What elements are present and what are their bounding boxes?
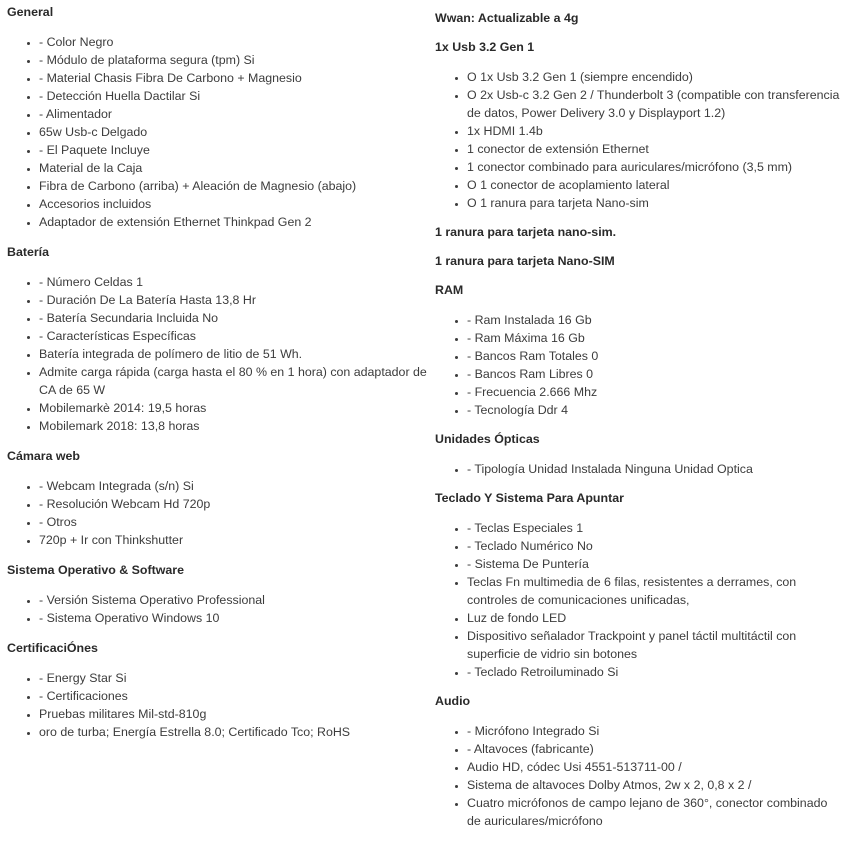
section-list-sistema-operativo-software (7, 591, 428, 627)
list-item: • Admite carga rápida (carga hasta el 80 % en 1 hora) con adaptador de CA de 65 W (39, 363, 428, 399)
list-item: • oro de turba; Energía Estrella 8.0; Certificado Tco; RoHS (39, 723, 428, 741)
section-heading-teclado-y-sistema-para-apuntar: Teclado Y Sistema Para Apuntar (435, 491, 624, 505)
list-item: • O 1 conector de acoplamiento lateral (467, 176, 843, 194)
list-item: • 1 conector de extensión Ethernet (467, 140, 843, 158)
list-item: • - Frecuencia 2.666 Mhz (467, 383, 843, 401)
list-item: • - Ram Máxima 16 Gb (467, 329, 843, 347)
list-item: • - Características Específicas (39, 327, 428, 345)
section-heading-camara-web: Cámara web (7, 449, 81, 463)
list-item: • Luz de fondo LED (467, 609, 843, 627)
list-item: • - Teclado Retroiluminado Si (467, 663, 843, 681)
section-list-unidades-opticas (435, 460, 843, 478)
section-list-1x-usb-3-2-gen-1 (435, 68, 843, 212)
list-item: • O 2x Usb-c 3.2 Gen 2 / Thunderbolt 3 (compatible con transferencia de datos, Power Delivery 3.0 y Displayport 1.2) (467, 86, 843, 122)
section-heading-1x-usb-3-2-gen-1: 1x Usb 3.2 Gen 1 (435, 40, 535, 54)
list-item: • Teclas Fn multimedia de 6 filas, resistentes a derrames, con controles de comunicaciones unificadas, (467, 573, 843, 609)
list-item: • Dispositivo señalador Trackpoint y panel táctil multitáctil con superficie de vidrio sin botones (467, 627, 843, 663)
list-item: • Audio HD, códec Usi 4551-513711-00 / (467, 758, 843, 776)
list-item: • - El Paquete Incluye (39, 141, 428, 159)
section-heading-wwan-actualizable-a-4g: Wwan: Actualizable a 4g (435, 11, 579, 25)
list-item: • Mobilemarkè 2014: 19,5 horas (39, 399, 428, 417)
list-item: • - Bancos Ram Libres 0 (467, 365, 843, 383)
section-list-ram (435, 311, 843, 419)
list-item: • - Energy Star Si (39, 669, 428, 687)
list-item: • - Tecnología Ddr 4 (467, 401, 843, 419)
list-item: • - Webcam Integrada (s/n) Si (39, 477, 428, 495)
list-item: • - Módulo de plataforma segura (tpm) Si (39, 51, 428, 69)
list-item: • - Número Celdas 1 (39, 273, 428, 291)
list-item: • - Material Chasis Fibra De Carbono + Magnesio (39, 69, 428, 87)
list-item: • Mobilemark 2018: 13,8 horas (39, 417, 428, 435)
list-item: • - Versión Sistema Operativo Professional (39, 591, 428, 609)
list-item: • - Teclado Numérico No (467, 537, 843, 555)
section-list-teclado-y-sistema-para-apuntar (435, 519, 843, 681)
list-item: • - Detección Huella Dactilar Si (39, 87, 428, 105)
list-item: • - Color Negro (39, 33, 428, 51)
list-item: • 720p + Ir con Thinkshutter (39, 531, 428, 549)
section-heading-certificaciones: CertificaciÓnes (7, 641, 98, 655)
list-item: • Material de la Caja (39, 159, 428, 177)
list-item: • - Micrófono Integrado Si (467, 722, 843, 740)
list-item: • Adaptador de extensión Ethernet Thinkpad Gen 2 (39, 213, 428, 231)
section-heading-1-ranura-para-tarjeta-nano-sim: 1 ranura para tarjeta nano-sim. (435, 225, 617, 239)
list-item: • O 1x Usb 3.2 Gen 1 (siempre encendido) (467, 68, 843, 86)
section-heading-sistema-operativo-software: Sistema Operativo & Software (7, 563, 184, 577)
section-list-audio (435, 722, 843, 830)
section-list-general (7, 33, 428, 231)
section-heading-unidades-opticas: Unidades Ópticas (435, 432, 540, 446)
list-item: • - Certificaciones (39, 687, 428, 705)
list-item: • - Sistema Operativo Windows 10 (39, 609, 428, 627)
section-list-bateria (7, 273, 428, 435)
list-item: • - Duración De La Batería Hasta 13,8 Hr (39, 291, 428, 309)
list-item: • - Teclas Especiales 1 (467, 519, 843, 537)
list-item: • - Ram Instalada 16 Gb (467, 311, 843, 329)
list-item: • - Tipología Unidad Instalada Ninguna Unidad Optica (467, 460, 843, 478)
section-list-certificaciones (7, 669, 428, 741)
list-item: • Cuatro micrófonos de campo lejano de 360°, conector combinado de auriculares/micrófono (467, 794, 843, 830)
section-heading-ram: RAM (435, 283, 464, 297)
list-item: • - Otros (39, 513, 428, 531)
list-item: • 1x HDMI 1.4b (467, 122, 843, 140)
list-item: • - Altavoces (fabricante) (467, 740, 843, 758)
section-heading-general: General (7, 5, 54, 19)
list-item: • Sistema de altavoces Dolby Atmos, 2w x 2, 0,8 x 2 / (467, 776, 843, 794)
list-item: • Fibra de Carbono (arriba) + Aleación de Magnesio (abajo) (39, 177, 428, 195)
right-column (428, 0, 843, 848)
section-heading-bateria: Batería (7, 245, 50, 259)
section-list-camara-web (7, 477, 428, 549)
list-item: • - Alimentador (39, 105, 428, 123)
list-item: • Batería integrada de polímero de litio de 51 Wh. (39, 345, 428, 363)
list-item: • - Resolución Webcam Hd 720p (39, 495, 428, 513)
section-heading-1-ranura-para-tarjeta-nano-sim: 1 ranura para tarjeta Nano-SIM (435, 254, 615, 268)
list-item: • Pruebas militares Mil-std-810g (39, 705, 428, 723)
list-item: • - Sistema De Puntería (467, 555, 843, 573)
list-item: • - Bancos Ram Totales 0 (467, 347, 843, 365)
list-item: • O 1 ranura para tarjeta Nano-sim (467, 194, 843, 212)
section-heading-audio: Audio (435, 694, 471, 708)
list-item: • 65w Usb-c Delgado (39, 123, 428, 141)
list-item: • 1 conector combinado para auriculares/micrófono (3,5 mm) (467, 158, 843, 176)
list-item: • Accesorios incluidos (39, 195, 428, 213)
list-item: • - Batería Secundaria Incluida No (39, 309, 428, 327)
